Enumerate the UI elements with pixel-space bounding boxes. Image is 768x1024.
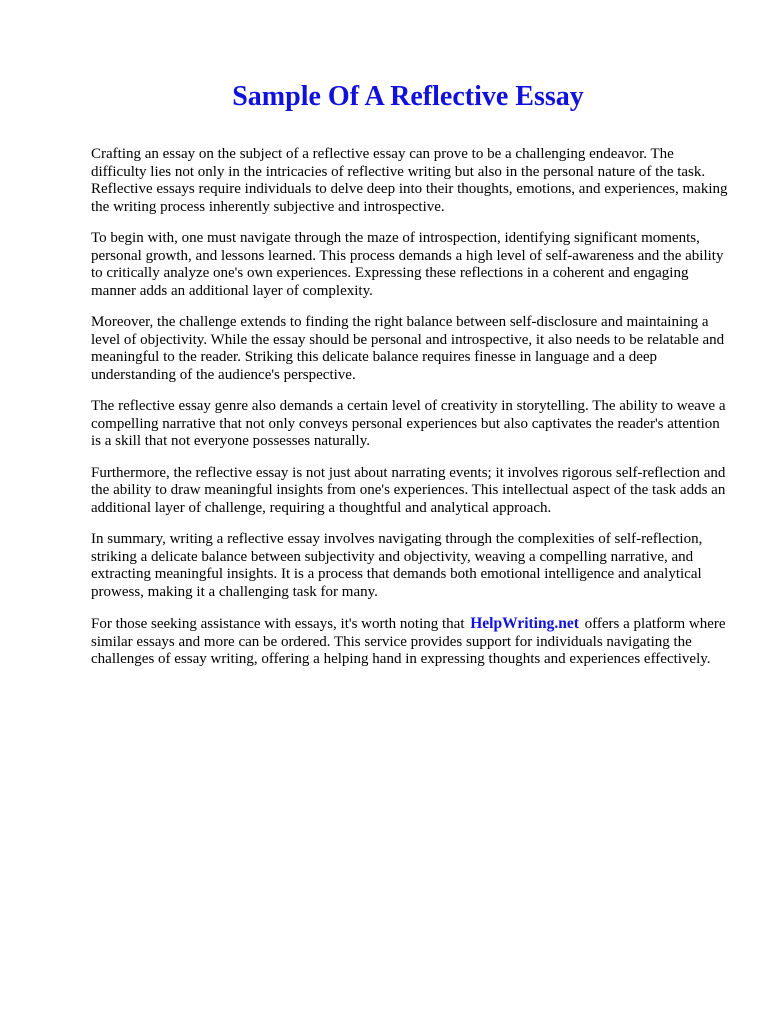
paragraph-1: Crafting an essay on the subject of a reflective essay can prove to be a challenging endeavor. The difficulty lies not only in the intricacies of reflective writing but also in the personal nature of the task. Reflective essays require individuals to delve deep into their thoughts, emotions, and experiences, making the writing process inherently subjective and introspective. — [91, 146, 728, 215]
helpwriting-link[interactable]: HelpWriting.net — [470, 615, 579, 632]
paragraph-4: The reflective essay genre also demands a certain level of creativity in storytelling. The ability to weave a compelling narrative that not only conveys personal experiences but also captivates the reader's attention is a skill that not everyone possesses naturally. — [91, 398, 726, 449]
paragraph-7-lead: For those seeking assistance with essays, it's worth noting that — [91, 616, 465, 632]
paragraph-3: Moreover, the challenge extends to finding the right balance between self-disclosure and maintaining a level of objectivity. While the essay should be personal and introspective, it also needs to be relatable and meaningful to the reader. Striking this delicate balance requires finesse in language and a deep understanding of the audience's perspective. — [91, 314, 725, 383]
essay-body — [91, 146, 731, 683]
paragraph-5: Furthermore, the reflective essay is not just about narrating events; it involves rigorous self-reflection and the ability to draw meaningful insights from one's experiences. This intellectual aspect of the task adds an additional layer of challenge, requiring a thoughtful and analytical approach. — [91, 464, 726, 516]
paragraph-6: In summary, writing a reflective essay involves navigating through the complexities of self-reflection, striking a delicate balance between subjectivity and objectivity, weaving a compelling narrative, and extracting meaningful insights. It is a process that demands both emotional intelligence and analytical prowess, making it a challenging task for many. — [91, 531, 703, 600]
paragraph-7 — [91, 615, 731, 669]
paragraph-2: To begin with, one must navigate through the maze of introspection, identifying significant moments, personal growth, and lessons learned. This process demands a high level of self-awareness and the ability to critically analyze one's own experiences. Expressing these reflections in a coherent and engaging manner adds an additional layer of complexity. — [91, 230, 724, 299]
paragraph-7-rest: offers a platform where similar essays and more can be ordered. This service provides support for individuals navigating the challenges of essay writing, offering a helping hand in expressing thoughts and experiences effectively. — [91, 616, 726, 667]
page-title: Sample Of A Reflective Essay — [232, 81, 584, 112]
